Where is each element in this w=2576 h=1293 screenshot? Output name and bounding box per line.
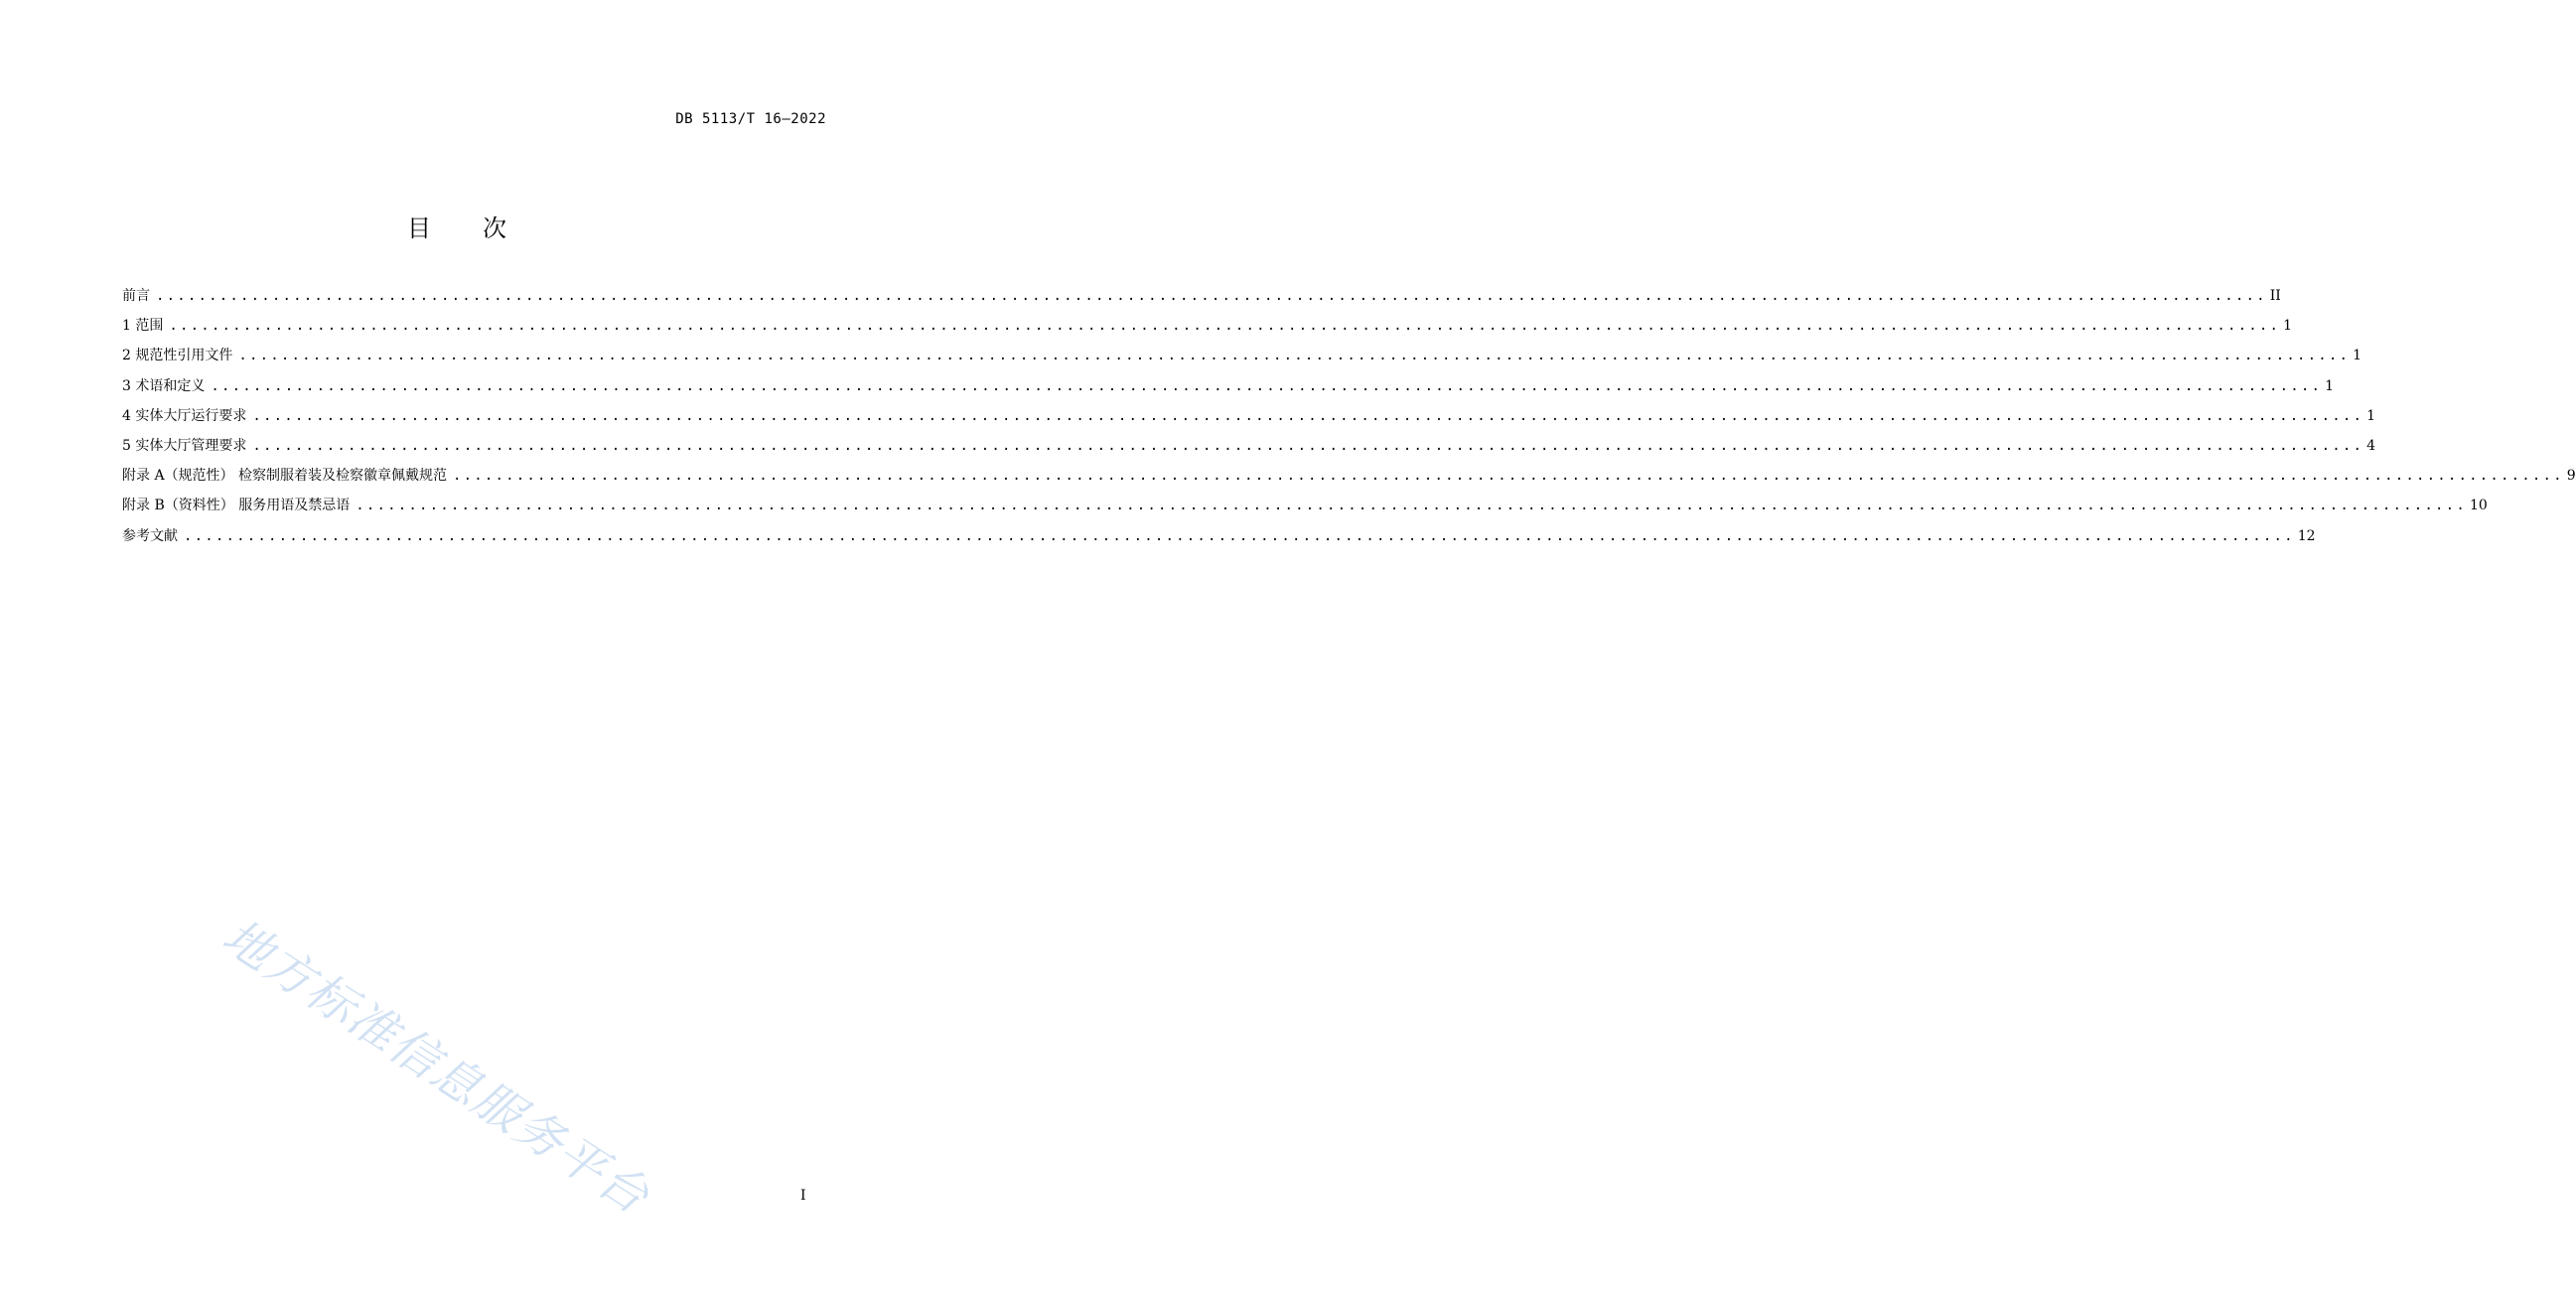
toc-entry-label: 前言 bbox=[122, 288, 150, 304]
page-number: I bbox=[800, 1188, 806, 1204]
toc-leader-dots: ........................................................................................................................................................................................................ bbox=[238, 348, 2351, 364]
toc-entry-label: 4 实体大厅运行要求 bbox=[122, 407, 247, 424]
toc-entry-page: 1 bbox=[2366, 407, 2376, 424]
toc-entry-foreword[interactable] bbox=[122, 284, 2281, 314]
toc-list bbox=[122, 284, 2576, 554]
toc-entry-appendix-a[interactable] bbox=[122, 464, 2576, 494]
toc-leader-dots: ........................................................................................................................................................................................................ bbox=[169, 318, 2281, 335]
toc-leader-dots: ........................................................................................................................................................................................................ bbox=[453, 468, 2564, 485]
toc-leader-dots: ........................................................................................................................................................................................................ bbox=[252, 407, 2364, 424]
toc-leader-dots: ........................................................................................................................................................................................................ bbox=[356, 498, 2467, 514]
toc-entry-label: 附录 B（资料性） 服务用语及禁忌语 bbox=[122, 498, 351, 514]
toc-entry-label: 1 范围 bbox=[122, 318, 164, 335]
toc-entry-label: 5 实体大厅管理要求 bbox=[122, 437, 247, 454]
toc-entry-operation-requirements[interactable] bbox=[122, 404, 2376, 434]
toc-entry-management-requirements[interactable] bbox=[122, 434, 2376, 464]
toc-entry-terms-definitions[interactable] bbox=[122, 374, 2335, 404]
toc-entry-label: 3 术语和定义 bbox=[122, 377, 206, 394]
toc-entry-page: 10 bbox=[2469, 498, 2488, 514]
toc-entry-scope[interactable] bbox=[122, 314, 2293, 344]
toc-leader-dots: ........................................................................................................................................................................................................ bbox=[211, 377, 2323, 394]
toc-entry-bibliography[interactable] bbox=[122, 524, 2316, 554]
toc-title-char-2: 次 bbox=[483, 215, 506, 242]
toc-entry-page: 1 bbox=[2353, 348, 2362, 364]
toc-entry-label: 2 规范性引用文件 bbox=[122, 348, 233, 364]
toc-leader-dots: ........................................................................................................................................................................................................ bbox=[252, 437, 2364, 454]
toc-entry-page: 1 bbox=[2283, 318, 2293, 335]
toc-title-char-1: 目 bbox=[407, 215, 431, 242]
toc-entry-appendix-b[interactable] bbox=[122, 494, 2488, 523]
toc-entry-page: II bbox=[2269, 288, 2281, 304]
toc-entry-page: 1 bbox=[2325, 377, 2335, 394]
toc-title bbox=[0, 209, 914, 243]
toc-leader-dots: ........................................................................................................................................................................................................ bbox=[184, 527, 2295, 544]
watermark: 地方标准信息服务平台 bbox=[213, 908, 660, 1226]
toc-entry-page: 9 bbox=[2566, 468, 2576, 485]
toc-entry-label: 参考文献 bbox=[122, 527, 178, 544]
toc-entry-page: 4 bbox=[2366, 437, 2376, 454]
toc-entry-normative-references[interactable] bbox=[122, 344, 2362, 373]
toc-entry-page: 12 bbox=[2297, 527, 2316, 544]
toc-leader-dots: ........................................................................................................................................................................................................ bbox=[156, 288, 2267, 304]
document-code: DB 5113/T 16—2022 bbox=[675, 111, 826, 127]
toc-entry-label: 附录 A（规范性） 检察制服着装及检察徽章佩戴规范 bbox=[122, 468, 448, 485]
